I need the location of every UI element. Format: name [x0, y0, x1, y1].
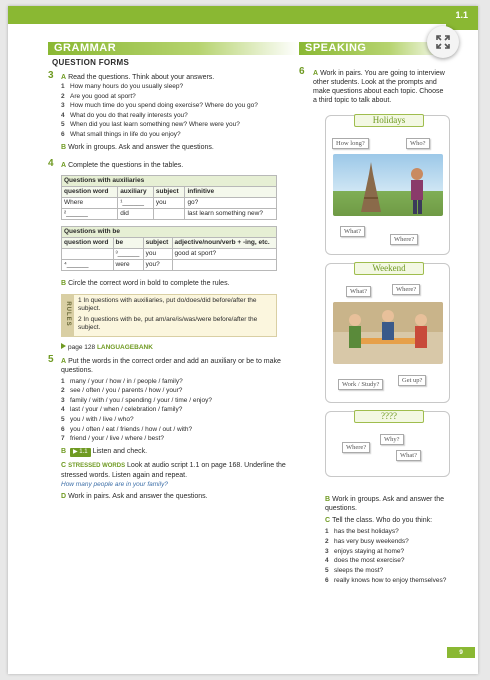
item-number: 7 — [61, 435, 65, 443]
be-table — [61, 226, 277, 271]
speaking-heading: SPEAKING — [299, 42, 449, 55]
lb-page: page 128 — [68, 343, 96, 351]
panel-title: Holidays — [354, 114, 424, 127]
arrow-right-icon — [61, 343, 66, 349]
textbook-page — [8, 6, 478, 674]
instruction: Work in pairs. You are going to interview other students. Look at the prompts and make questions about each topic. Choose a third topic to talk about. — [313, 70, 445, 104]
instruction: Listen and check. — [92, 447, 148, 455]
exercise-number: 3 — [48, 70, 54, 81]
table-cell — [62, 248, 114, 259]
part-letter: B — [61, 143, 67, 151]
table-cell: did — [118, 208, 154, 219]
item-text: you / often / eat / friends / how / out / with? — [70, 425, 193, 433]
table-row — [62, 259, 277, 270]
exercise-number: 4 — [48, 157, 54, 169]
table-header-cell: be — [113, 237, 143, 248]
table-cell: go? — [185, 197, 277, 208]
item-text: How many hours do you usually sleep? — [70, 83, 184, 90]
table-header-cell: question word — [62, 237, 114, 248]
weekend-panel — [325, 263, 450, 403]
exercise-3a — [48, 70, 298, 82]
holidays-panel — [325, 115, 450, 255]
item-number: 1 — [61, 377, 65, 385]
item-number: 6 — [325, 576, 329, 584]
grammar-heading: GRAMMAR — [48, 42, 298, 55]
exercise-5d — [48, 492, 298, 501]
item-text: What do you do that really interests you? — [70, 111, 188, 119]
list-item — [61, 130, 298, 140]
instruction: Tell the class. Who do you think: — [332, 517, 433, 524]
item-number: 1 — [325, 528, 329, 535]
lb-label: LANGUAGEBANK — [96, 343, 153, 351]
list-item — [325, 527, 449, 537]
part-letter: A — [61, 357, 67, 365]
table-cell: you? — [143, 259, 172, 270]
table-cell: last learn something new? — [185, 208, 277, 219]
item-text: enjoys staying at home? — [334, 547, 405, 555]
table-title: Questions with be — [62, 226, 277, 237]
exercise-4b — [48, 279, 298, 288]
exercise-5c — [48, 461, 298, 480]
part-letter: B — [61, 447, 67, 455]
item-text: family / with / you / spending / your / time / enjoy? — [70, 396, 212, 404]
exercise-3b — [48, 143, 298, 152]
instruction: Circle the correct word in bold to complete the rules. — [68, 279, 230, 287]
item-text: really knows how to enjoy themselves? — [334, 576, 447, 584]
grammar-column — [48, 42, 298, 501]
list-item — [61, 120, 298, 130]
instruction: Work in groups. Ask and answer the questions. — [68, 143, 214, 151]
panel-title: Weekend — [354, 262, 424, 275]
item-number: 2 — [61, 92, 65, 100]
table-cell — [172, 259, 276, 270]
rules-label: RULES — [65, 300, 71, 327]
list-item — [61, 425, 298, 435]
rules-box — [61, 294, 277, 337]
holiday-photo — [333, 154, 443, 216]
item-text: you / with / live / who? — [70, 415, 134, 423]
instruction: Work in groups. Ask and answer the questions. — [325, 496, 444, 512]
item-number: 5 — [61, 121, 65, 129]
speaking-column — [299, 42, 449, 586]
custom-topic-panel — [325, 411, 450, 477]
list-item — [61, 405, 298, 415]
list-item — [61, 396, 298, 406]
list-item — [61, 92, 298, 102]
table-row — [62, 248, 277, 259]
list-item — [325, 556, 449, 566]
exercise-3-list — [48, 82, 298, 140]
exercise-4a — [48, 157, 298, 170]
part-letter: B — [325, 496, 331, 503]
table-cell: good at sport? — [172, 248, 276, 259]
part-letter: C — [325, 517, 331, 524]
item-text: last / your / when / celebration / family? — [70, 406, 183, 414]
item-number: 3 — [61, 396, 65, 404]
item-text: How much time do you spend doing exercise? Where do you go? — [70, 102, 258, 110]
exercise-number: 6 — [299, 66, 305, 77]
example-sentence: How many people are in your family? — [61, 480, 168, 488]
exercise-5-list — [48, 377, 298, 444]
table-row — [62, 208, 277, 219]
item-text: friend / your / live / where / best? — [70, 435, 164, 443]
unit-tab-label: 1.1 — [455, 10, 468, 20]
table-cell: were — [113, 259, 143, 270]
part-letter: C — [61, 461, 67, 469]
list-item — [61, 111, 298, 121]
instruction: Put the words in the correct order and add an auxiliary or be to make questions. — [61, 357, 281, 374]
item-text: see / often / you / parents / how / your? — [70, 387, 183, 395]
table-cell: you — [153, 197, 185, 208]
audio-track: 1.1 — [79, 448, 88, 455]
instruction: Read the questions. Think about your answers. — [68, 74, 215, 81]
item-text: sleeps the most? — [334, 567, 384, 575]
rule-2: 2 In questions with be, put am/are/is/was/were before/after the subject. — [78, 315, 258, 332]
part-letter: D — [61, 492, 67, 500]
table-cell: you — [143, 248, 172, 259]
list-item — [325, 537, 449, 547]
instruction: Complete the questions in the tables. — [68, 161, 184, 169]
exercise-6-list — [325, 527, 449, 586]
item-number: 2 — [325, 537, 329, 545]
table-header-cell: subject — [153, 186, 185, 197]
prompt-bubble: Where? — [342, 442, 370, 453]
exercise-6a — [299, 66, 449, 105]
page-number: 9 — [447, 647, 475, 658]
part-letter: A — [61, 161, 67, 169]
grammar-subheading: QUESTION FORMS — [52, 58, 130, 67]
prompt-bubble: Get up? — [398, 375, 426, 386]
table-cell: ⁴______ — [62, 259, 114, 270]
weekend-photo — [333, 302, 443, 364]
prompt-bubble: Who? — [406, 138, 430, 149]
panel-title: ???? — [354, 410, 424, 423]
item-number: 3 — [325, 547, 329, 555]
table-header-cell: adjective/noun/verb + -ing, etc. — [172, 237, 276, 248]
item-text: Are you good at sport? — [70, 92, 136, 100]
table-cell — [153, 208, 185, 219]
item-number: 1 — [61, 83, 65, 90]
audio-play-button[interactable]: ▶ 1.1 — [70, 448, 91, 457]
list-item — [61, 415, 298, 425]
friends-cafe-image — [333, 302, 443, 364]
list-item — [61, 377, 298, 387]
list-item — [325, 547, 449, 557]
item-text: When did you last learn something new? Where were you? — [70, 121, 240, 129]
prompt-bubble: Where? — [392, 284, 420, 295]
expand-button[interactable] — [427, 26, 459, 58]
list-item — [61, 386, 298, 396]
item-number: 4 — [325, 557, 329, 565]
item-number: 6 — [61, 130, 65, 138]
exercise-5b — [48, 447, 298, 457]
exercise-6b — [299, 495, 449, 513]
auxiliaries-table — [61, 175, 277, 220]
stressed-words-label: STRESSED WORDS — [68, 462, 126, 469]
part-letter: B — [61, 279, 67, 287]
prompt-bubble: What? — [396, 450, 421, 461]
rules-tab — [62, 295, 74, 336]
table-header-cell: question word — [62, 186, 118, 197]
item-number: 3 — [61, 102, 65, 110]
table-cell: ²______ — [62, 208, 118, 219]
prompt-bubble: What? — [346, 286, 371, 297]
rule-1: 1 In questions with auxiliaries, put do/does/did before/after the subject. — [78, 296, 257, 313]
table-title: Questions with auxiliaries — [62, 175, 277, 186]
exercise-5a — [48, 353, 298, 375]
table-header-cell: subject — [143, 237, 172, 248]
list-item — [325, 576, 449, 586]
prompt-bubble: Work / Study? — [338, 379, 383, 390]
table-header-cell: infinitive — [185, 186, 277, 197]
item-number: 2 — [61, 387, 65, 395]
unit-tab — [446, 6, 478, 30]
instruction: Look at audio script 1.1 on page 168. Underline the stressed words. Listen again and repeat. — [61, 461, 286, 479]
part-letter: A — [313, 70, 319, 77]
exercise-6c — [299, 516, 449, 525]
eiffel-tower-image — [333, 154, 443, 216]
item-text: has the best holidays? — [334, 528, 399, 535]
list-item — [325, 566, 449, 576]
language-bank-link[interactable] — [48, 343, 298, 351]
table-cell: ¹______ — [118, 197, 154, 208]
table-header-cell: auxiliary — [118, 186, 154, 197]
prompt-bubble: How long? — [332, 138, 369, 149]
table-cell: Where — [62, 197, 118, 208]
expand-icon — [436, 35, 450, 49]
item-text: has very busy weekends? — [334, 537, 409, 545]
item-number: 4 — [61, 406, 65, 414]
list-item — [61, 82, 298, 92]
item-number: 6 — [61, 425, 65, 433]
item-text: What small things in life do you enjoy? — [70, 130, 181, 138]
item-number: 5 — [325, 567, 329, 575]
exercise-number: 5 — [48, 353, 54, 365]
list-item — [61, 434, 298, 444]
item-text: many / your / how / in / people / family? — [70, 377, 183, 385]
prompt-bubble: Where? — [390, 234, 418, 245]
top-color-bar — [8, 6, 478, 24]
table-cell: ³______ — [113, 248, 143, 259]
item-text: does the most exercise? — [334, 557, 405, 565]
list-item — [61, 101, 298, 111]
item-number: 5 — [61, 415, 65, 423]
table-row — [62, 197, 277, 208]
instruction: Work in pairs. Ask and answer the questions. — [68, 492, 208, 500]
part-letter: A — [61, 74, 67, 81]
prompt-bubble: What? — [340, 226, 365, 237]
item-number: 4 — [61, 111, 65, 119]
prompt-bubble: Why? — [380, 434, 404, 445]
